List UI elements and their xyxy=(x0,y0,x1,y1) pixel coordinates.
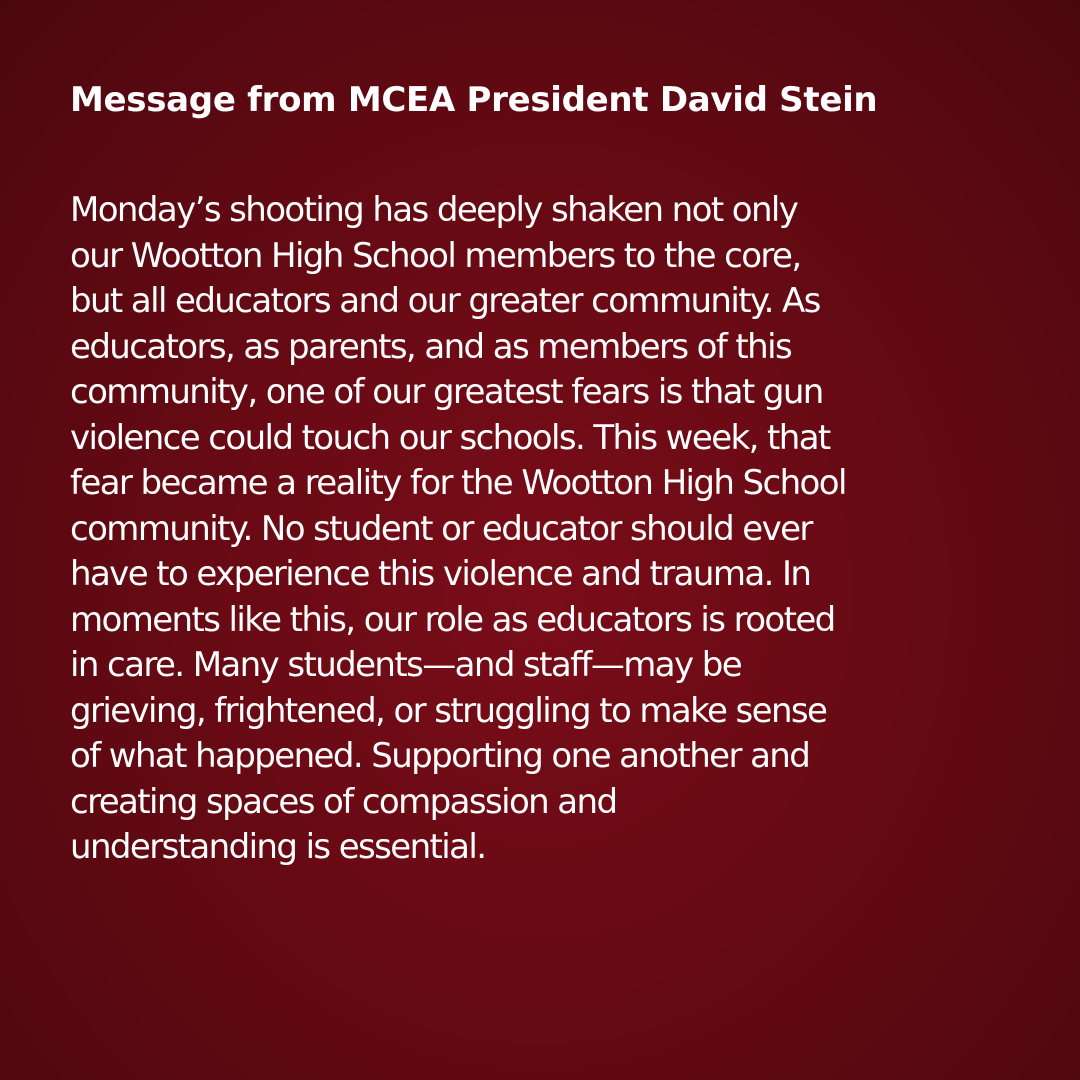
body-line: in care. Many students—and staff—may be xyxy=(70,645,742,685)
body-line: our Wootton High School members to the core, xyxy=(70,235,801,276)
body-line: have to experience this violence and trauma. In xyxy=(70,554,811,594)
message-title: Message from MCEA President David Stein xyxy=(70,80,878,120)
body-line: of what happened. Supporting one another and xyxy=(70,736,810,776)
body-line: fear became a reality for the Wootton High School xyxy=(70,463,846,503)
body-line: understanding is essential. xyxy=(70,827,486,867)
body-line: grieving, frightened, or struggling to make sense xyxy=(70,690,827,731)
message-body xyxy=(70,188,1030,871)
body-line: moments like this, our role as educators is rooted xyxy=(70,599,835,640)
body-line: educators, as parents, and as members of this xyxy=(70,326,792,367)
body-line: community. No student or educator should ever xyxy=(70,508,812,549)
body-line: but all educators and our greater community. As xyxy=(70,281,820,321)
body-line: violence could touch our schools. This week, that xyxy=(70,417,830,458)
body-line: creating spaces of compassion and xyxy=(70,781,617,822)
body-line: community, one of our greatest fears is that gun xyxy=(70,372,823,412)
body-line: Monday’s shooting has deeply shaken not only xyxy=(70,190,798,230)
